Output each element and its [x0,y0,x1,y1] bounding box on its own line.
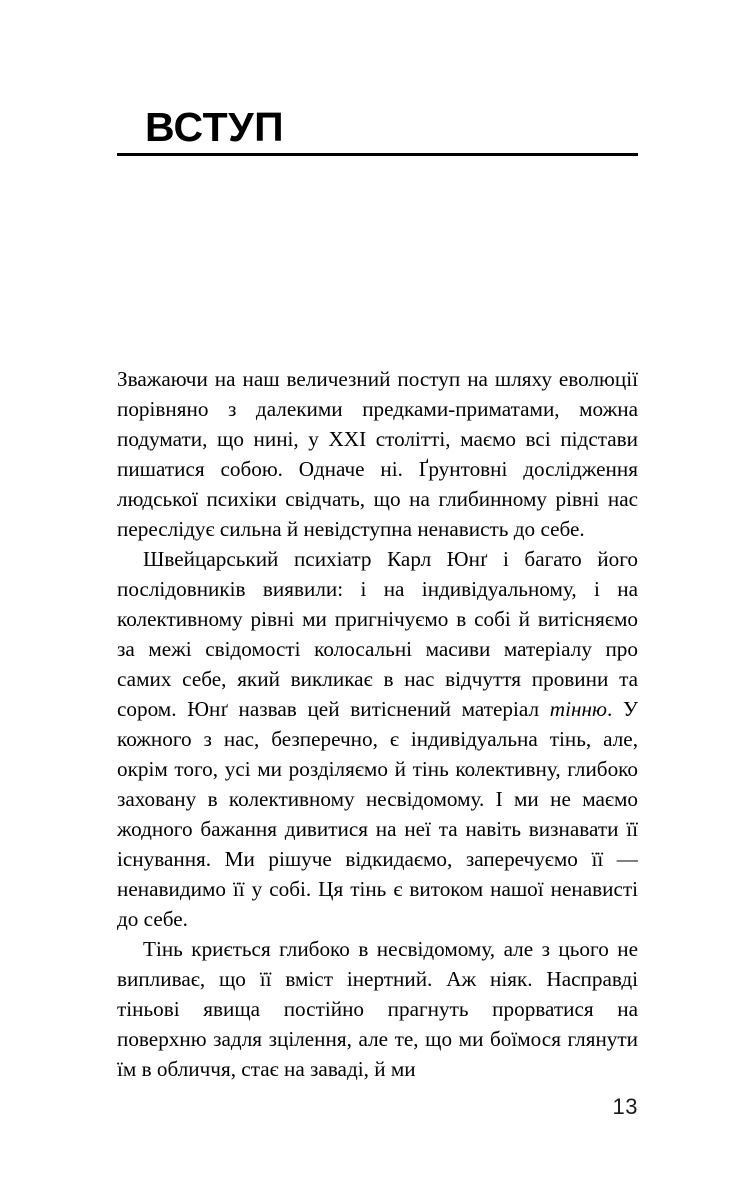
emphasis-text: тінню [549,697,607,721]
paragraph: Швейцарський психіатр Карл Юнґ і багато його послідовників виявили: і на індивідуальному, і на колективному рівні ми пригнічуємо в собі й витісняємо за межі свідомості колосальні масиви матеріалу про самих себе, який викликає в нас відчуття провини та сором. Юнґ назвав цей витіснений матеріал тінню. У кожного з нас, безперечно, є індивідуальна тінь, але, окрім того, усі ми розділяємо й тінь колективну, глибоко заховану в колективному несвідомому. І ми не маємо жодного бажання дивитися на неї та навіть визнавати її існування. Ми рішуче відкидаємо, заперечуємо її — ненавидимо її у собі. Ця тінь є витоком нашої ненависті до себе. [117,547,638,931]
body-text [117,364,638,1084]
paragraph: Зважаючи на наш величезний поступ на шляху еволюції порівняно з далекими предками-приматами, можна подумати, що нині, у XXI столітті, маємо всі підстави пишатися собою. Одначе ні. Ґрунтовні дослідження людської психіки свідчать, що на глибинному рівні нас переслідує сильна й невідступна ненависть до себе. [117,367,638,541]
paragraph: Тінь криється глибоко в несвідомому, але з цього не випливає, що її вміст інертний. Аж ніяк. Насправді тіньові явища постійно прагнуть прорватися на поверхню задля зцілення, але те, що ми боїмося глянути їм в обличчя, стає на заваді, й ми [117,937,638,1081]
chapter-header [117,104,638,156]
page-number: 13 [612,1094,638,1119]
page-title: ВСТУП [145,104,285,150]
chapter-divider-rule [117,153,638,156]
